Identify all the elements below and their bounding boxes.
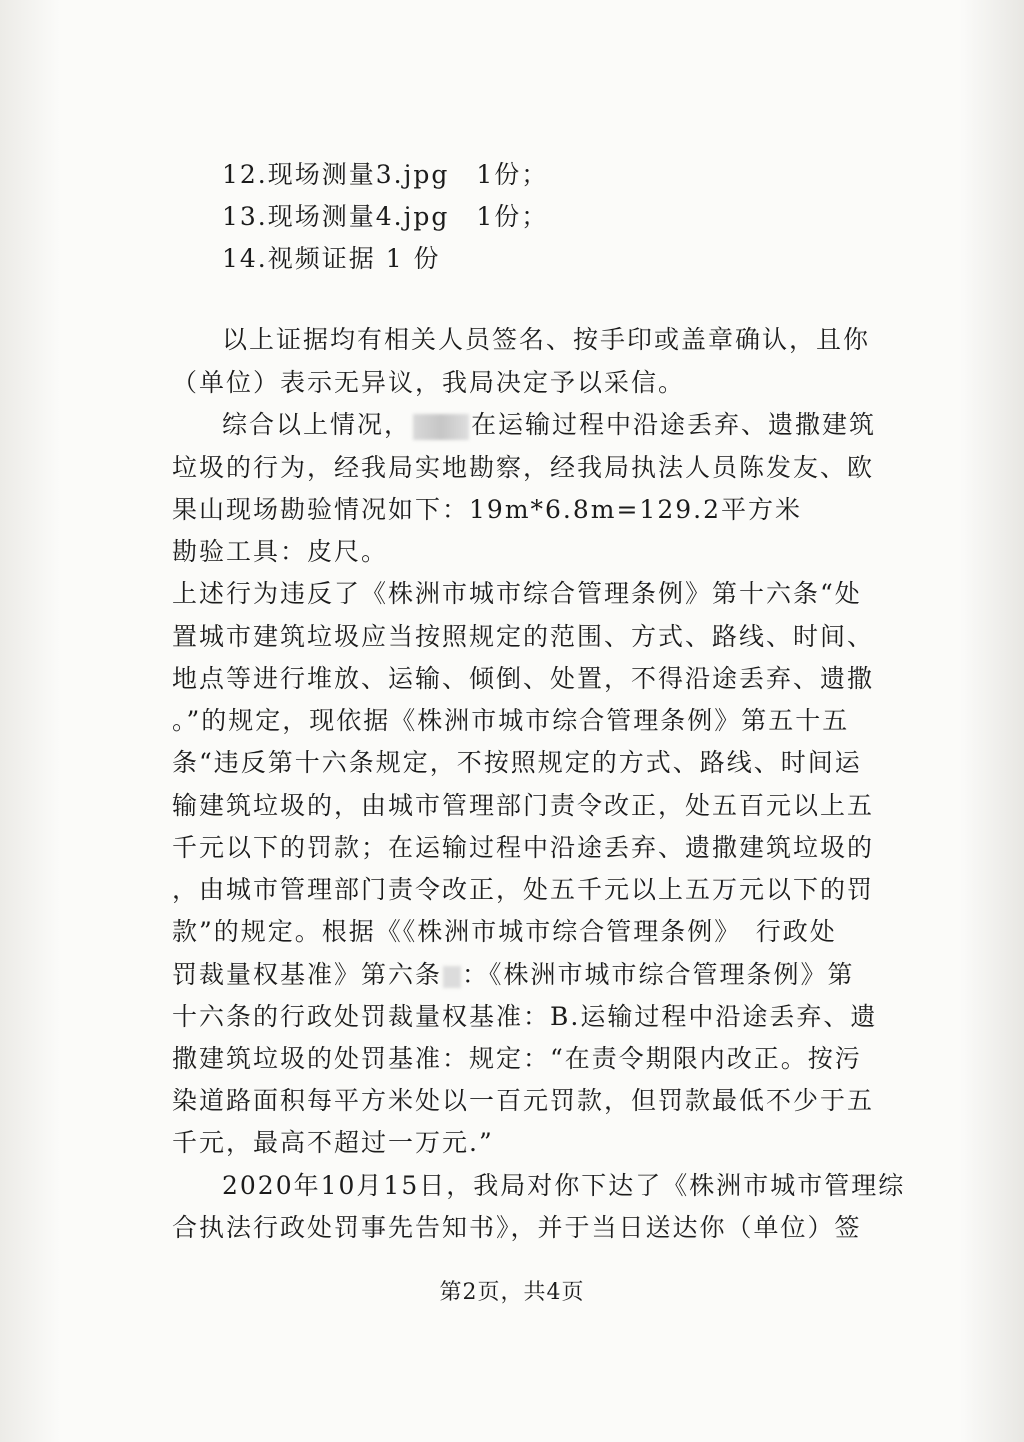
redacted-name [413,414,469,440]
paragraph3-line6: 输建筑垃圾的，由城市管理部门责令改正，处五百元以上五 [172,791,875,820]
paragraph2-line2: 垃圾的行为，经我局实地勘察，经我局执法人员陈发友、欧 [172,453,875,482]
paragraph3-line4: 。”的规定，现依据《株洲市城市综合管理条例》第五十五 [172,706,850,735]
paragraph3-line9: 款”的规定。根据《《株洲市城市综合管理条例》 行政处 [172,917,837,946]
paragraph3-line2: 置城市建筑垃圾应当按照规定的范围、方式、路线、时间、 [172,622,875,651]
evidence-item-12: 12.现场测量3.jpg 1份； [222,160,549,189]
paragraph4-line2: 合执法行政处罚事先告知书》，并于当日送达你（单位）签 [172,1213,862,1242]
paragraph3-line12: 撒建筑垃圾的处罚基准：规定：“在责令期限内改正。按污 [172,1044,862,1073]
paragraph3-line10-before: 罚裁量权基准》第六条 [172,960,443,989]
paragraph4-line1: 2020年10月15日，我局对你下达了《株洲市城市管理综 [222,1171,906,1200]
paragraph1-line1: 以上证据均有相关人员签名、按手印或盖章确认，且你 [222,325,871,354]
paragraph2-line1 [222,410,876,440]
paragraph3-line11: 十六条的行政处罚裁量权基准：B.运输过程中沿途丢弃、遗 [172,1002,878,1031]
paragraph3-line8: ，由城市管理部门责令改正，处五千元以上五万元以下的罚 [172,875,875,904]
page-number-footer: 第2页，共4页 [439,1280,585,1305]
paragraph2-line3: 果山现场勘验情况如下：19m*6.8m=129.2平方米 [172,495,803,524]
evidence-item-13: 13.现场测量4.jpg 1份； [222,202,549,231]
paragraph3-line7: 千元以下的罚款；在运输过程中沿途丢弃、遗撒建筑垃圾的 [172,833,875,862]
paragraph3-line14: 千元，最高不超过一万元.” [172,1128,494,1157]
paragraph2-line1-after: 在运输过程中沿途丢弃、遗撒建筑 [471,410,877,439]
paragraph3-line3: 地点等进行堆放、运输、倾倒、处置，不得沿途丢弃、遗撒 [172,664,875,693]
paragraph2-line1-before: 综合以上情况， [222,410,412,439]
paragraph2-line4: 勘验工具：皮尺。 [172,537,389,566]
paragraph3-line1: 上述行为违反了《株洲市城市综合管理条例》第十六条“处 [172,579,862,608]
evidence-item-14: 14.视频证据 1 份 [222,244,441,273]
redacted-mark [443,966,461,988]
paragraph3-line10 [172,960,855,990]
paragraph3-line10-after: ：《株洲市城市综合管理条例》第 [462,960,855,989]
paragraph3-line5: 条“违反第十六条规定，不按照规定的方式、路线、时间运 [172,748,862,777]
paragraph3-line13: 染道路面积每平方米处以一百元罚款，但罚款最低不少于五 [172,1086,875,1115]
paragraph1-line2: （单位）表示无异议，我局决定予以采信。 [172,368,686,397]
